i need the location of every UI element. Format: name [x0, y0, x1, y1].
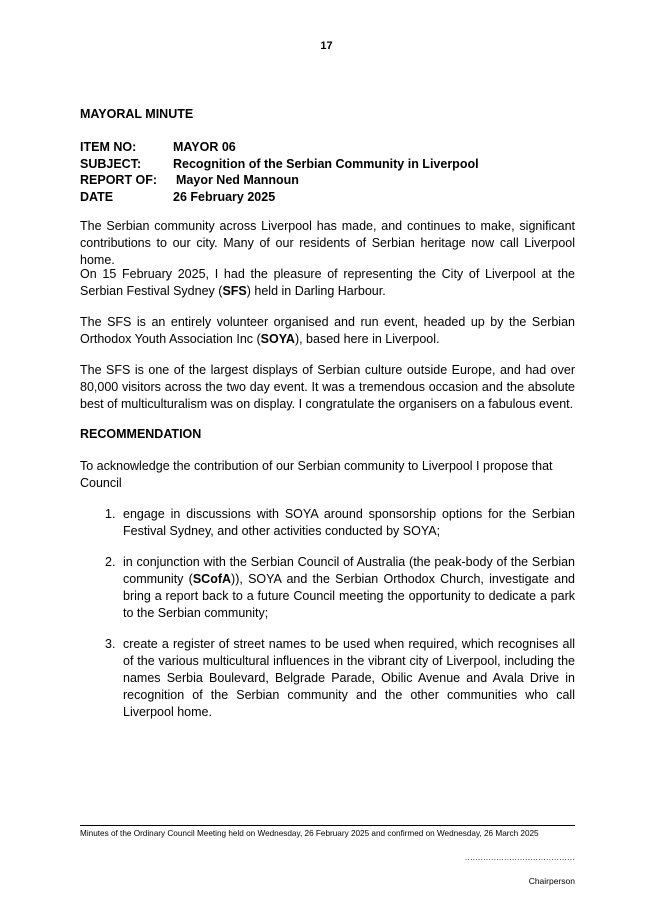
- page-number: 17: [320, 40, 333, 52]
- soya-acronym: SOYA: [260, 332, 295, 346]
- paragraph-festival-text: On 15 February 2025, I had the pleasure of representing the City of Liverpool at the Serbian Festival Sydney (: [80, 267, 575, 298]
- subject-label: SUBJECT:: [80, 156, 142, 171]
- list-item-number: 1.: [105, 507, 116, 521]
- list-item-text-start: in conjunction with the Serbian Council of Australia (the peak-body of the Serbian community (: [123, 555, 575, 586]
- list-item-number: 3.: [105, 637, 116, 651]
- date-label: DATE: [80, 189, 114, 204]
- paragraph-soya: [80, 314, 575, 348]
- footer-divider: [80, 825, 575, 826]
- recommendation-intro: To acknowledge the contribution of our Serbian community to Liverpool I propose that Council: [80, 459, 553, 490]
- subject-value: Recognition of the Serbian Community in Liverpool: [173, 156, 479, 171]
- item-no-value: MAYOR 06: [173, 140, 236, 154]
- report-of-value: Mayor Ned Mannoun: [176, 173, 299, 187]
- report-of-label: REPORT OF:: [80, 173, 158, 187]
- list-item-text-end: )), SOYA and the Serbian Orthodox Church, investigate and bring a report back to a future Council meeting the opportunity to dedicate a park to the Serbian community;: [123, 572, 575, 620]
- paragraph-visitors: The SFS is one of the largest displays of Serbian culture outside Europe, and had over 80,000 visitors across the two day event. It was a tremendous occasion and the absolute best of multiculturalism was on display. I congratulate the organisers on a fabulous event.: [80, 363, 575, 411]
- list-item-number: 2.: [105, 555, 116, 569]
- scofa-acronym: SCofA: [192, 572, 232, 586]
- sfs-acronym: SFS: [222, 284, 247, 298]
- item-no-label: ITEM NO:: [80, 140, 137, 154]
- paragraph-soya-text: The SFS is an entirely volunteer organised and run event, headed up by the Serbian Orthodox Youth Association Inc (: [80, 315, 575, 346]
- signature-line: ..........................................: [464, 853, 575, 862]
- list-item-text: create a register of street names to be used when required, which recognises all of the various multicultural influences in the vibrant city of Liverpool, including the names Serbia Boulevard, Belgrade Parade, Obilic Avenue and Avala Drive in recognition of the Serbian community and the other communities who call Liverpool home.: [123, 637, 575, 719]
- paragraph-festival-text-end: ) held in Darling Harbour.: [246, 284, 386, 298]
- list-item-text: [123, 554, 575, 622]
- document-heading: MAYORAL MINUTE: [80, 107, 194, 121]
- date-value: 26 February 2025: [173, 189, 276, 204]
- paragraph-festival: [80, 266, 575, 300]
- footer-minutes-note: Minutes of the Ordinary Council Meeting held on Wednesday, 26 February 2025 and confirmed on Wednesday, 26 March 2025: [80, 829, 539, 838]
- recommendation-heading: RECOMMENDATION: [80, 427, 202, 441]
- list-item-text: engage in discussions with SOYA around sponsorship options for the Serbian Festival Sydney, and other activities conducted by SOYA;: [123, 507, 575, 538]
- signature-label: Chairperson: [528, 876, 575, 886]
- paragraph-soya-text-end: ), based here in Liverpool.: [294, 332, 440, 346]
- paragraph-community: The Serbian community across Liverpool has made, and continues to make, significant contributions to our city. Many of our residents of Serbian heritage now call Liverpool home.: [80, 219, 575, 267]
